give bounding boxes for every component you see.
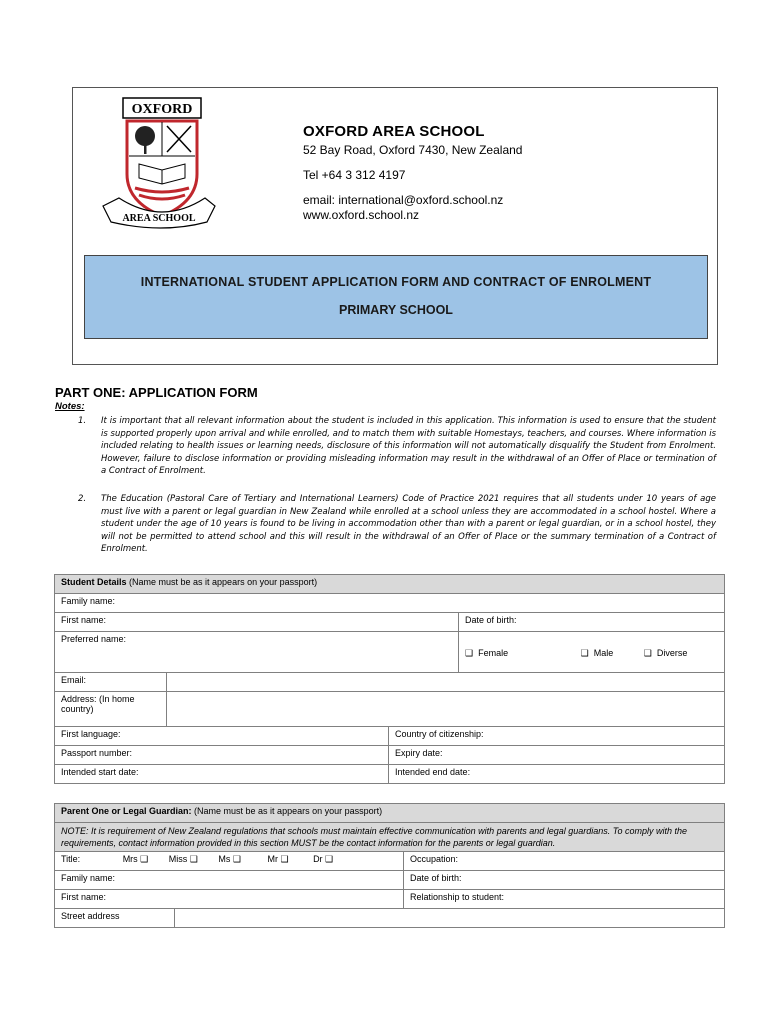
school-email: email: international@oxford.school.nz: [303, 193, 504, 207]
first-language-field[interactable]: First language:: [55, 727, 389, 746]
school-address: 52 Bay Road, Oxford 7430, New Zealand: [303, 143, 523, 157]
parent-one-table: [54, 803, 725, 928]
date-of-birth-field[interactable]: Date of birth:: [459, 613, 725, 632]
note-text: It is important that all relevant information about the student is included in this application. This information is used to ensure that the student is supported properly upon arrival and while enrolled, and to match them with suitable Homestays, teachers, and courses. Where information is included relating to health issues or learning needs, disclosure of this information will not automatically disqualify the Student from Enrolment. However, failure to disclose information or providing misleading information may result in the withdrawal of an Offer of Place or termination of a Contract of Enrolment.: [101, 416, 716, 477]
family-name-field[interactable]: Family name:: [55, 594, 725, 613]
address-field[interactable]: [167, 692, 725, 727]
title-mr-checkbox[interactable]: Mr ❑: [267, 854, 289, 864]
form-title-band: [84, 255, 708, 339]
school-header-box: [72, 87, 718, 365]
parent-one-note: NOTE: It is requirement of New Zealand regulations that schools must maintain effective communication with parents and legal guardians. To comply with the requirements, contact information provided in this section MUST be the contact information for the parents or legal guardian.: [55, 823, 725, 852]
preferred-name-field[interactable]: Preferred name:: [55, 632, 459, 673]
school-phone: Tel +64 3 312 4197: [303, 168, 406, 182]
relationship-field[interactable]: Relationship to student:: [404, 890, 725, 909]
part-one-title: PART ONE: APPLICATION FORM: [55, 385, 258, 400]
student-details-table: [54, 574, 725, 784]
female-checkbox[interactable]: ❑ Female: [465, 648, 509, 658]
notes-label: Notes:: [55, 401, 85, 412]
student-details-heading: Student Details (Name must be as it appears on your passport): [55, 575, 725, 594]
svg-text:OXFORD: OXFORD: [131, 102, 193, 117]
title-options: Title: Mrs ❑ Miss ❑ Ms ❑ Mr ❑ Dr ❑: [55, 852, 404, 871]
form-subtitle: PRIMARY SCHOOL: [339, 303, 453, 317]
note-item: [54, 493, 716, 556]
passport-number-field[interactable]: Passport number:: [55, 746, 389, 765]
first-name-field[interactable]: First name:: [55, 613, 459, 632]
school-contact-info: [303, 124, 522, 223]
note-text: The Education (Pastoral Care of Tertiary and International Learners) Code of Practice 2021 requires that all students under 10 years of age must live with a parent or legal guardian in New Zealand while enrolled at a school unless they are accommodated in a school hostel. Where a student under the age of 10 years is found to be living in accommodation other than with a parent or legal guardian, or in a school hostel, they will not be permitted to attend school and this will result in the withdrawal of an Offer of Place or the summary termination of a Contract of Enrolment.: [101, 494, 716, 555]
expiry-date-field[interactable]: Expiry date:: [389, 746, 725, 765]
intended-end-date-field[interactable]: Intended end date:: [389, 765, 725, 784]
note-item: [54, 415, 716, 478]
school-name: OXFORD AREA SCHOOL: [303, 123, 485, 140]
diverse-checkbox[interactable]: ❑ Diverse: [643, 648, 688, 658]
parent-first-name-field[interactable]: First name:: [55, 890, 404, 909]
parent-one-heading: Parent One or Legal Guardian: (Name must be as it appears on your passport): [55, 804, 725, 823]
address-label: Address: (In home country): [55, 692, 167, 727]
intended-start-date-field[interactable]: Intended start date:: [55, 765, 389, 784]
email-field[interactable]: [167, 673, 725, 692]
male-checkbox[interactable]: ❑ Male: [580, 648, 614, 658]
title-ms-checkbox[interactable]: Ms ❑: [218, 854, 241, 864]
form-title: INTERNATIONAL STUDENT APPLICATION FORM AND CONTRACT OF ENROLMENT: [140, 275, 652, 289]
occupation-field[interactable]: Occupation:: [404, 852, 725, 871]
gender-options: [459, 632, 725, 673]
title-mrs-checkbox[interactable]: Mrs ❑: [122, 854, 149, 864]
title-dr-checkbox[interactable]: Dr ❑: [313, 854, 334, 864]
svg-text:AREA SCHOOL: AREA SCHOOL: [122, 213, 196, 224]
school-crest-icon: [99, 94, 217, 234]
note-number: 2.: [78, 494, 87, 504]
parent-family-name-field[interactable]: Family name:: [55, 871, 404, 890]
note-number: 1.: [78, 416, 87, 426]
email-label: Email:: [55, 673, 167, 692]
parent-date-of-birth-field[interactable]: Date of birth:: [404, 871, 725, 890]
school-website: www.oxford.school.nz: [303, 208, 420, 222]
street-address-field[interactable]: [175, 909, 725, 928]
country-of-citizenship-field[interactable]: Country of citizenship:: [389, 727, 725, 746]
street-address-label: Street address: [55, 909, 175, 928]
title-miss-checkbox[interactable]: Miss ❑: [168, 854, 198, 864]
